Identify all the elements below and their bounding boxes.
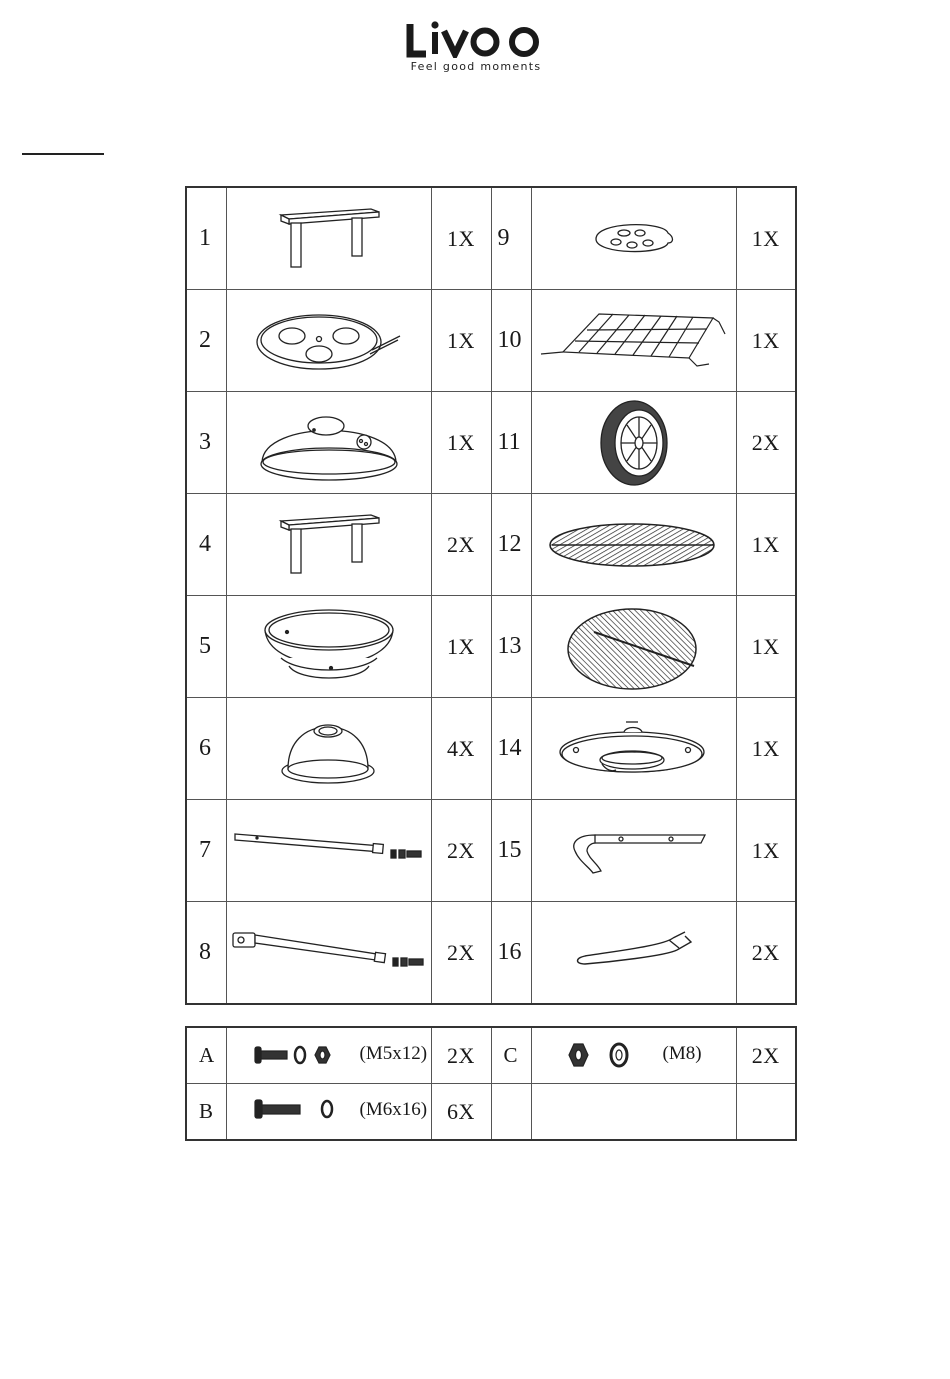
cooking-grill-icon (546, 520, 721, 570)
hardware-quantity: 2X (431, 1027, 491, 1084)
part-image (531, 290, 736, 392)
leg-frame-icon (269, 199, 389, 279)
hardware-image (531, 1027, 736, 1084)
part-number: 12 (491, 494, 531, 596)
part-image (531, 596, 736, 698)
part-image (531, 902, 736, 1005)
part-quantity: 1X (431, 596, 491, 698)
part-image (226, 494, 431, 596)
table-row (186, 698, 796, 800)
part-number: 10 (491, 290, 531, 392)
parts-list-table (185, 186, 797, 1005)
part-image (226, 698, 431, 800)
table-row (186, 1084, 796, 1141)
part-image (226, 596, 431, 698)
leg-rod-bracket-icon (229, 923, 429, 983)
part-quantity: 1X (736, 698, 796, 800)
part-number: 15 (491, 800, 531, 902)
table-row (186, 290, 796, 392)
part-image (226, 392, 431, 494)
part-image (531, 800, 736, 902)
part-quantity: 1X (736, 596, 796, 698)
bowl-icon (259, 604, 399, 690)
part-number: 14 (491, 698, 531, 800)
table-row (186, 392, 796, 494)
part-quantity: 4X (431, 698, 491, 800)
part-image (531, 698, 736, 800)
support-ring-icon (554, 714, 714, 784)
part-image (226, 902, 431, 1005)
table-row (186, 800, 796, 902)
hardware-spec: (M6x16) (359, 1099, 428, 1120)
hardware-spec: (M8) (662, 1043, 702, 1064)
hardware-id: C (491, 1027, 531, 1084)
leg-frame-icon (269, 505, 389, 585)
bottom-plate-icon (254, 306, 404, 376)
charcoal-grate-icon (564, 602, 704, 692)
ash-plate-icon (574, 209, 694, 269)
section-underline (22, 153, 104, 155)
vent-cap-icon (274, 709, 384, 789)
brand-logo (406, 10, 546, 74)
hardware-quantity (736, 1084, 796, 1141)
hardware-id: B (186, 1084, 226, 1141)
part-quantity: 1X (431, 290, 491, 392)
wheel-icon (594, 397, 674, 489)
bolt-washer-nut-icon (227, 1028, 337, 1083)
hardware-image (226, 1084, 431, 1141)
bolt-washer-icon (227, 1084, 337, 1139)
hardware-quantity: 2X (736, 1027, 796, 1084)
part-quantity: 1X (736, 290, 796, 392)
part-number: 2 (186, 290, 226, 392)
part-number: 11 (491, 392, 531, 494)
part-quantity: 2X (736, 392, 796, 494)
part-image (531, 392, 736, 494)
hardware-list-table (185, 1026, 797, 1141)
part-image (226, 800, 431, 902)
part-number: 3 (186, 392, 226, 494)
part-number: 1 (186, 187, 226, 290)
brand-tagline: Feel good moments (410, 60, 542, 73)
part-number: 9 (491, 187, 531, 290)
part-quantity: 2X (431, 800, 491, 902)
livoo-logo-icon (406, 10, 546, 58)
part-image (226, 290, 431, 392)
table-row (186, 596, 796, 698)
part-quantity: 1X (431, 392, 491, 494)
table-row (186, 187, 796, 290)
hardware-id: A (186, 1027, 226, 1084)
part-quantity: 2X (431, 494, 491, 596)
hardware-quantity: 6X (431, 1084, 491, 1141)
part-number: 16 (491, 902, 531, 1005)
part-number: 6 (186, 698, 226, 800)
part-number: 13 (491, 596, 531, 698)
leg-rod-icon (231, 826, 426, 876)
hardware-spec: (M5x12) (359, 1043, 428, 1064)
part-image (531, 187, 736, 290)
lid-icon (254, 400, 404, 486)
nut-washer-icon (532, 1028, 642, 1083)
wire-rack-icon (539, 306, 729, 376)
table-row (186, 902, 796, 1005)
part-quantity: 1X (736, 187, 796, 290)
part-number: 7 (186, 800, 226, 902)
tool-hook-icon (569, 928, 699, 978)
part-quantity: 2X (431, 902, 491, 1005)
hardware-id (491, 1084, 531, 1141)
part-number: 4 (186, 494, 226, 596)
part-quantity: 1X (736, 800, 796, 902)
part-number: 5 (186, 596, 226, 698)
part-image (531, 494, 736, 596)
part-quantity: 1X (431, 187, 491, 290)
part-image (226, 187, 431, 290)
hardware-image (226, 1027, 431, 1084)
handle-bracket-icon (559, 821, 709, 881)
part-quantity: 1X (736, 494, 796, 596)
part-number: 8 (186, 902, 226, 1005)
part-quantity: 2X (736, 902, 796, 1005)
table-row (186, 1027, 796, 1084)
table-row (186, 494, 796, 596)
hardware-image-empty (531, 1084, 736, 1141)
